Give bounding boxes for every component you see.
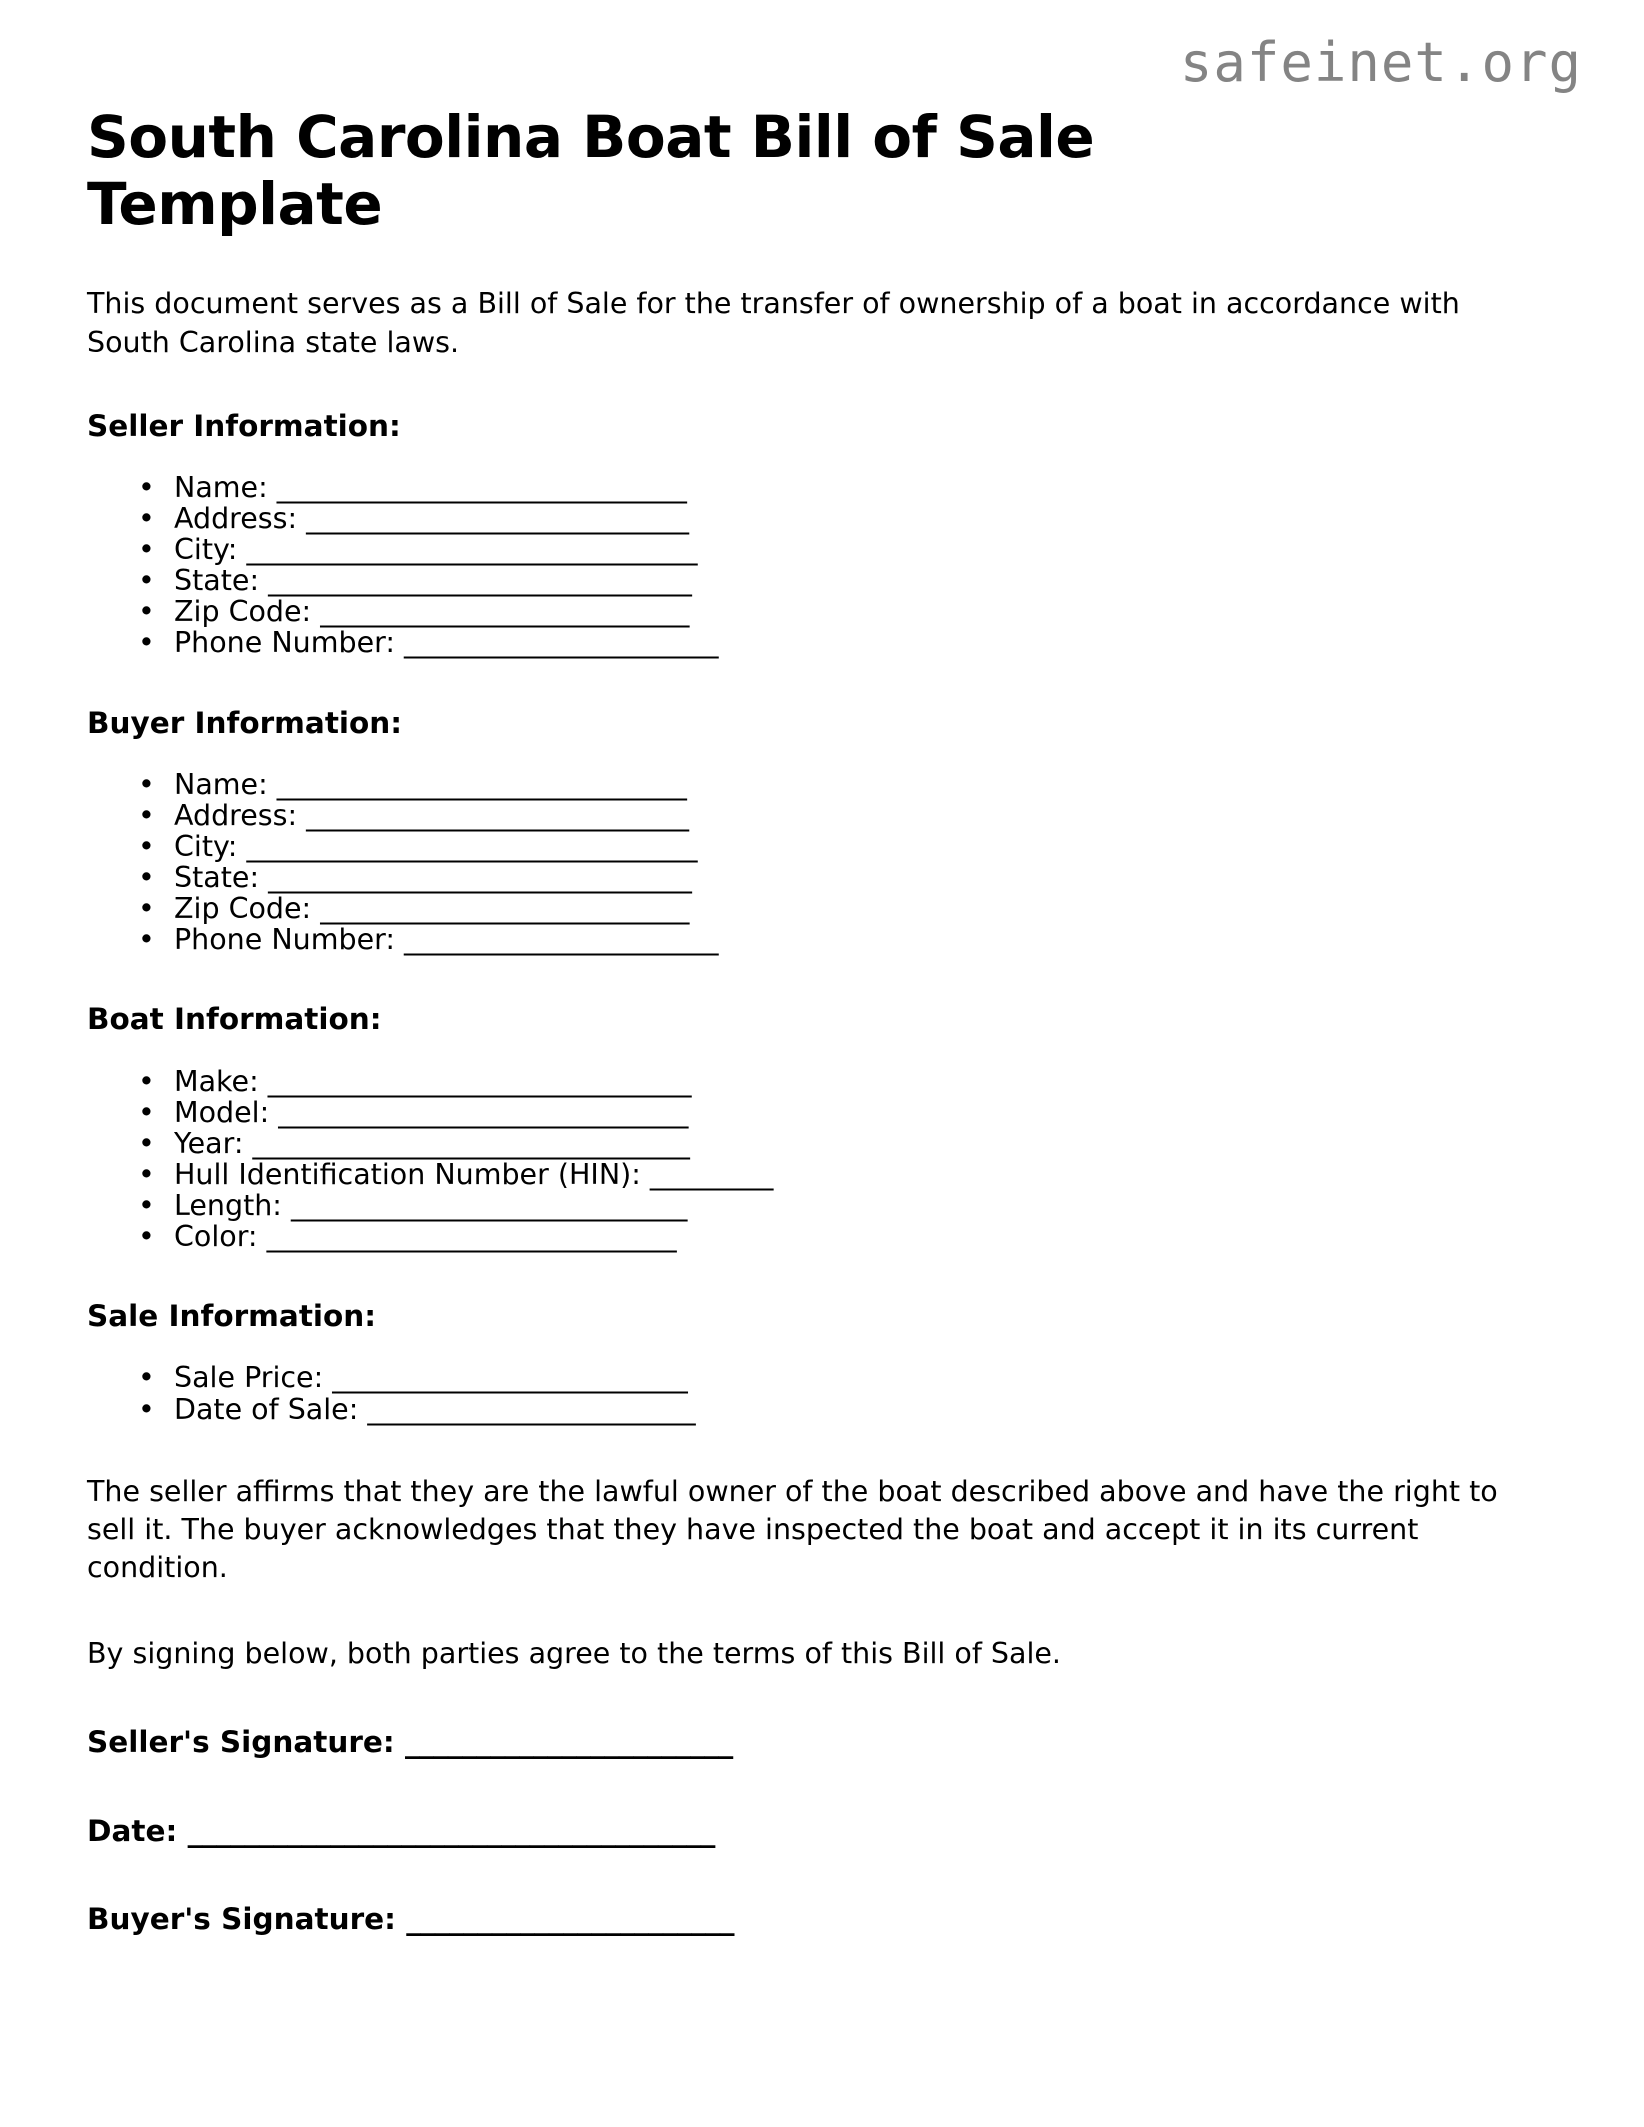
signature-label: Buyer's Signature: (87, 1902, 396, 1937)
signature-block (87, 1725, 1547, 1937)
field-blank: ______________________________ (276, 767, 687, 801)
list-item (138, 534, 1547, 565)
field-blank: _______________________ (404, 626, 718, 660)
field-blank: ______________________________ (266, 1219, 677, 1253)
list-item (138, 503, 1547, 534)
signature-blank: _______________________ (406, 1902, 735, 1937)
boat-field-list (87, 1066, 1547, 1252)
buyer-field-list (87, 769, 1547, 955)
list-item (138, 1362, 1547, 1393)
field-blank: _______________________ (404, 923, 718, 957)
signature-label: Seller's Signature: (87, 1725, 395, 1760)
field-label: City: (174, 830, 238, 864)
list-item (138, 1190, 1547, 1221)
list-item (138, 565, 1547, 596)
field-blank: _____________________________ (290, 1188, 687, 1222)
section-heading-sale: Sale Information: (87, 1299, 377, 1334)
field-label: Address: (174, 798, 298, 832)
list-item (138, 472, 1547, 503)
field-blank: ____________________________ (306, 502, 689, 536)
field-label: City: (174, 533, 238, 567)
field-blank: ______________________________ (276, 471, 687, 505)
document-content (87, 104, 1547, 1990)
field-blank: _________________________________ (246, 830, 697, 864)
list-item (138, 596, 1547, 627)
field-blank: _________________________________ (246, 533, 697, 567)
list-item (138, 1394, 1547, 1425)
signature-label: Date: (87, 1813, 178, 1848)
list-item (138, 862, 1547, 893)
field-label: Zip Code: (174, 892, 312, 926)
affirmation-paragraph: The seller affirms that they are the lawful owner of the boat described above and have the right to sell it. The buyer acknowledges that they have inspected the boat and accept it in its current condition. (87, 1474, 1498, 1584)
section-heading-boat: Boat Information: (87, 1002, 382, 1037)
field-label: State: (174, 861, 260, 895)
field-blank: ________________________________ (252, 1126, 690, 1160)
field-blank: __________________________ (332, 1361, 688, 1395)
field-blank: _______________________________ (267, 1064, 691, 1098)
field-label: Sale Price: (174, 1361, 324, 1395)
field-label: Date of Sale: (174, 1392, 359, 1426)
list-item (138, 800, 1547, 831)
section-heading-buyer: Buyer Information: (87, 705, 403, 740)
field-label: Address: (174, 502, 298, 536)
list-item (138, 1066, 1547, 1097)
field-label: Phone Number: (174, 626, 395, 660)
site-watermark: safeinet.org (1179, 31, 1582, 94)
field-blank: ________________________ (367, 1392, 695, 1426)
list-item (138, 924, 1547, 955)
page-title: South Carolina Boat Bill of Sale Template (87, 103, 1095, 238)
field-blank: _________ (649, 1157, 773, 1191)
list-item (138, 1221, 1547, 1252)
field-label: Name: (174, 471, 268, 505)
field-label: Model: (174, 1095, 270, 1129)
intro-paragraph: This document serves as a Bill of Sale for the transfer of ownership of a boat in accordance with South Carolina state laws. (87, 287, 1460, 359)
signature-blank: _______________________ (405, 1725, 733, 1760)
field-label: State: (174, 564, 260, 598)
seller-signature-line (87, 1725, 1547, 1760)
field-label: Year: (174, 1126, 244, 1160)
field-label: Zip Code: (174, 595, 312, 629)
field-blank: ____________________________ (306, 798, 689, 832)
list-item (138, 1159, 1547, 1190)
list-item (138, 831, 1547, 862)
signing-notice-paragraph: By signing below, both parties agree to the terms of this Bill of Sale. (87, 1637, 1061, 1671)
field-label: Color: (174, 1219, 258, 1253)
list-item (138, 1097, 1547, 1128)
list-item (138, 893, 1547, 924)
signature-blank: _____________________________________ (187, 1813, 715, 1848)
seller-date-line (87, 1814, 1547, 1849)
field-blank: ______________________________ (278, 1095, 688, 1129)
field-label: Length: (174, 1188, 282, 1222)
field-blank: ___________________________ (320, 892, 689, 926)
section-heading-seller: Seller Information: (87, 408, 401, 443)
list-item (138, 1128, 1547, 1159)
seller-field-list (87, 472, 1547, 658)
field-blank: ___________________________ (320, 595, 689, 629)
field-blank: _______________________________ (268, 564, 692, 598)
field-label: Phone Number: (174, 923, 395, 957)
list-item (138, 769, 1547, 800)
sale-field-list (87, 1362, 1547, 1424)
field-label: Name: (174, 767, 268, 801)
list-item (138, 627, 1547, 658)
field-blank: _______________________________ (268, 861, 692, 895)
field-label: Hull Identification Number (HIN): (174, 1157, 641, 1191)
field-label: Make: (174, 1064, 259, 1098)
buyer-signature-line (87, 1902, 1547, 1937)
